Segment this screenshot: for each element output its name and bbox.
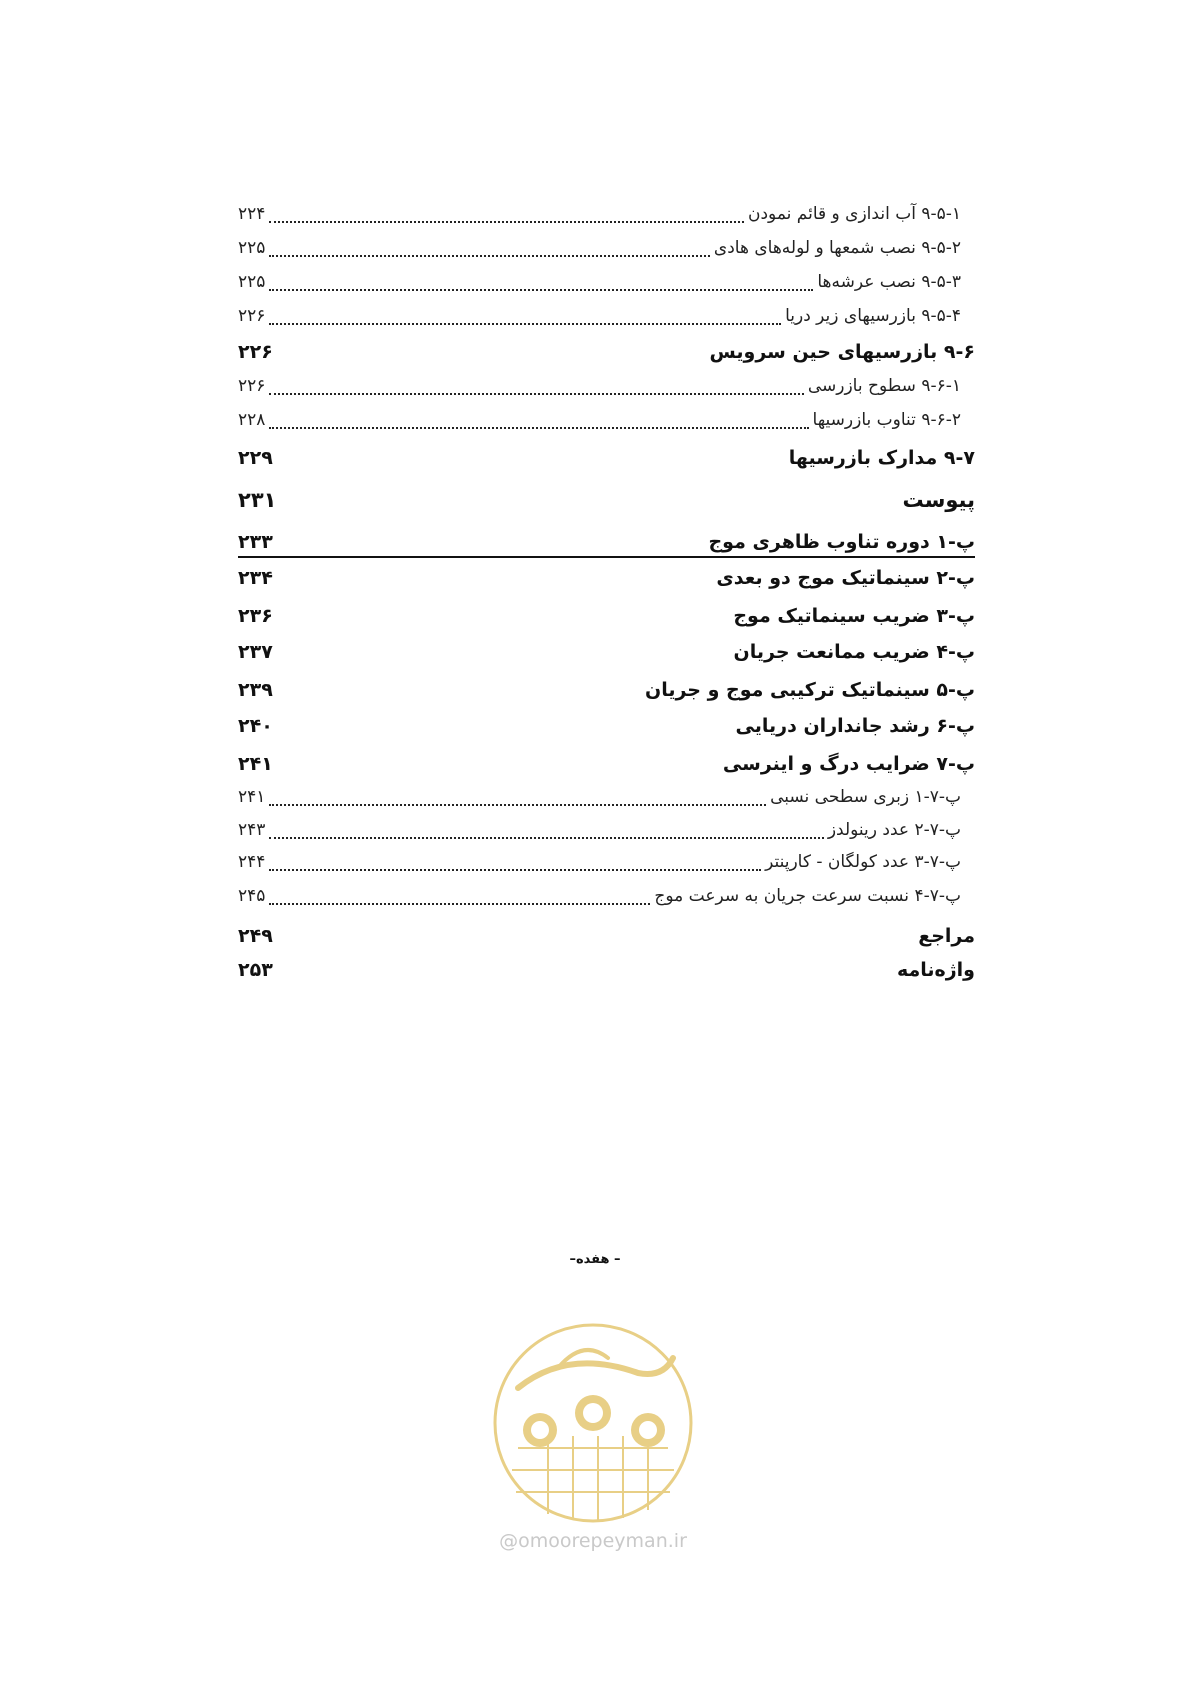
toc-entry [238,599,975,633]
toc-entry-page: ۲۲۶ [238,341,273,363]
toc-entry-page: ۲۴۱ [238,753,273,775]
toc-entry [238,879,975,913]
toc-entry [238,747,975,781]
toc-entry-page: ۲۵۳ [238,959,273,981]
toc-entry-leader [269,393,803,395]
watermark-url: @omoorepeyman.ir [499,1530,687,1552]
toc-entry-page: ۲۲۴ [238,204,266,224]
toc-entry-title: واژه‌نامه [896,959,975,981]
toc-entry-leader [269,804,766,806]
toc-entry-title: پ-۳ ضریب سینماتیک موج [733,605,975,627]
table-of-contents [238,0,975,1100]
toc-entry [238,919,975,953]
toc-section-heading [238,483,975,517]
toc-entry [238,813,975,847]
toc-entry [238,369,975,403]
toc-entry [238,561,975,595]
toc-entry-title: پ-۶ رشد جانداران دریایی [735,715,975,737]
toc-entry-page: ۲۴۳ [238,820,266,840]
toc-entry-title: پ-۷-۱ زبری سطحی نسبی [770,787,961,807]
toc-entry-page: ۲۳۱ [238,488,277,512]
toc-entry [238,265,975,299]
toc-entry-page: ۲۳۶ [238,605,273,627]
toc-entry-title: ۹-۵-۱ آب اندازی و قائم نمودن [748,204,961,224]
toc-entry-leader [269,837,823,839]
toc-entry-title: پیوست [902,488,975,512]
toc-entry-title: پ-۱ دوره تناوب ظاهری موج [708,531,975,553]
toc-entry-page: ۲۲۵ [238,238,266,258]
toc-entry [238,953,975,987]
toc-entry-title: ۹-۶-۲ تناوب بازرسیها [812,410,961,430]
toc-entry-page: ۲۳۷ [238,641,273,663]
toc-entry [238,231,975,265]
toc-entry-title: پ-۷-۲ عدد رینولدز [827,820,961,840]
toc-entry-title: ۹-۶-۱ سطوح بازرسی [807,376,961,396]
toc-entry-leader [269,255,710,257]
toc-entry [238,780,975,814]
toc-entry-title: ۹-۵-۲ نصب شمعها و لوله‌های هادی [713,238,961,258]
toc-entry [238,525,975,559]
toc-entry-title: ۹-۵-۳ نصب عرشه‌ها [817,272,961,292]
toc-entry-page: ۲۴۴ [238,852,266,872]
toc-entry-page: ۲۳۳ [238,531,273,553]
toc-entry-title: ۹-۷ مدارک بازرسیها [788,447,975,469]
toc-entry [238,299,975,333]
toc-entry-leader [269,427,808,429]
toc-entry-page: ۲۲۶ [238,376,266,396]
toc-entry [238,335,975,369]
toc-entry [238,673,975,707]
toc-entry-title: پ-۷-۴ نسبت سرعت جریان به سرعت موج [654,886,961,906]
toc-entry-page: ۲۲۵ [238,272,266,292]
toc-entry-title: مراجع [918,925,975,947]
toc-entry-page: ۲۳۴ [238,567,273,589]
toc-entry-page: ۲۲۹ [238,447,273,469]
toc-entry-page: ۲۴۰ [238,715,273,737]
toc-entry-title: پ-۷-۳ عدد کولگان - کارپنتر [765,852,961,872]
toc-entry-title: ۹-۵-۴ بازرسیهای زیر دریا [785,306,961,326]
toc-entry [238,635,975,669]
toc-entry-leader [269,903,650,905]
toc-entry-page: ۲۴۹ [238,925,273,947]
toc-entry [238,441,975,475]
toc-entry [238,845,975,879]
toc-entry-title: پ-۵ سینماتیک ترکیبی موج و جریان [645,679,975,701]
toc-entry-page: ۲۴۵ [238,886,266,906]
toc-entry-leader [269,869,761,871]
toc-entry-title: پ-۴ ضریب ممانعت جریان [733,641,975,663]
toc-entry-title: پ-۲ سینماتیک موج دو بعدی [716,567,975,589]
toc-entry-leader [269,323,781,325]
watermark-logo [488,1318,698,1566]
toc-entry-page: ۲۲۸ [238,410,266,430]
toc-entry-leader [269,221,744,223]
toc-entry-title: ۹-۶ بازرسیهای حین سرویس [709,341,975,363]
toc-entry-page: ۲۴۱ [238,787,266,807]
toc-entry-page: ۲۲۶ [238,306,266,326]
toc-entry-page: ۲۳۹ [238,679,273,701]
toc-entry-title: پ-۷ ضرایب درگ و اینرسی [722,753,975,775]
toc-entry [238,709,975,743]
omoorepeyman-logo-icon [488,1318,698,1566]
toc-entry-leader [269,289,813,291]
toc-entry [238,197,975,231]
toc-entry [238,403,975,437]
page-number: – هفده– [569,1252,621,1267]
